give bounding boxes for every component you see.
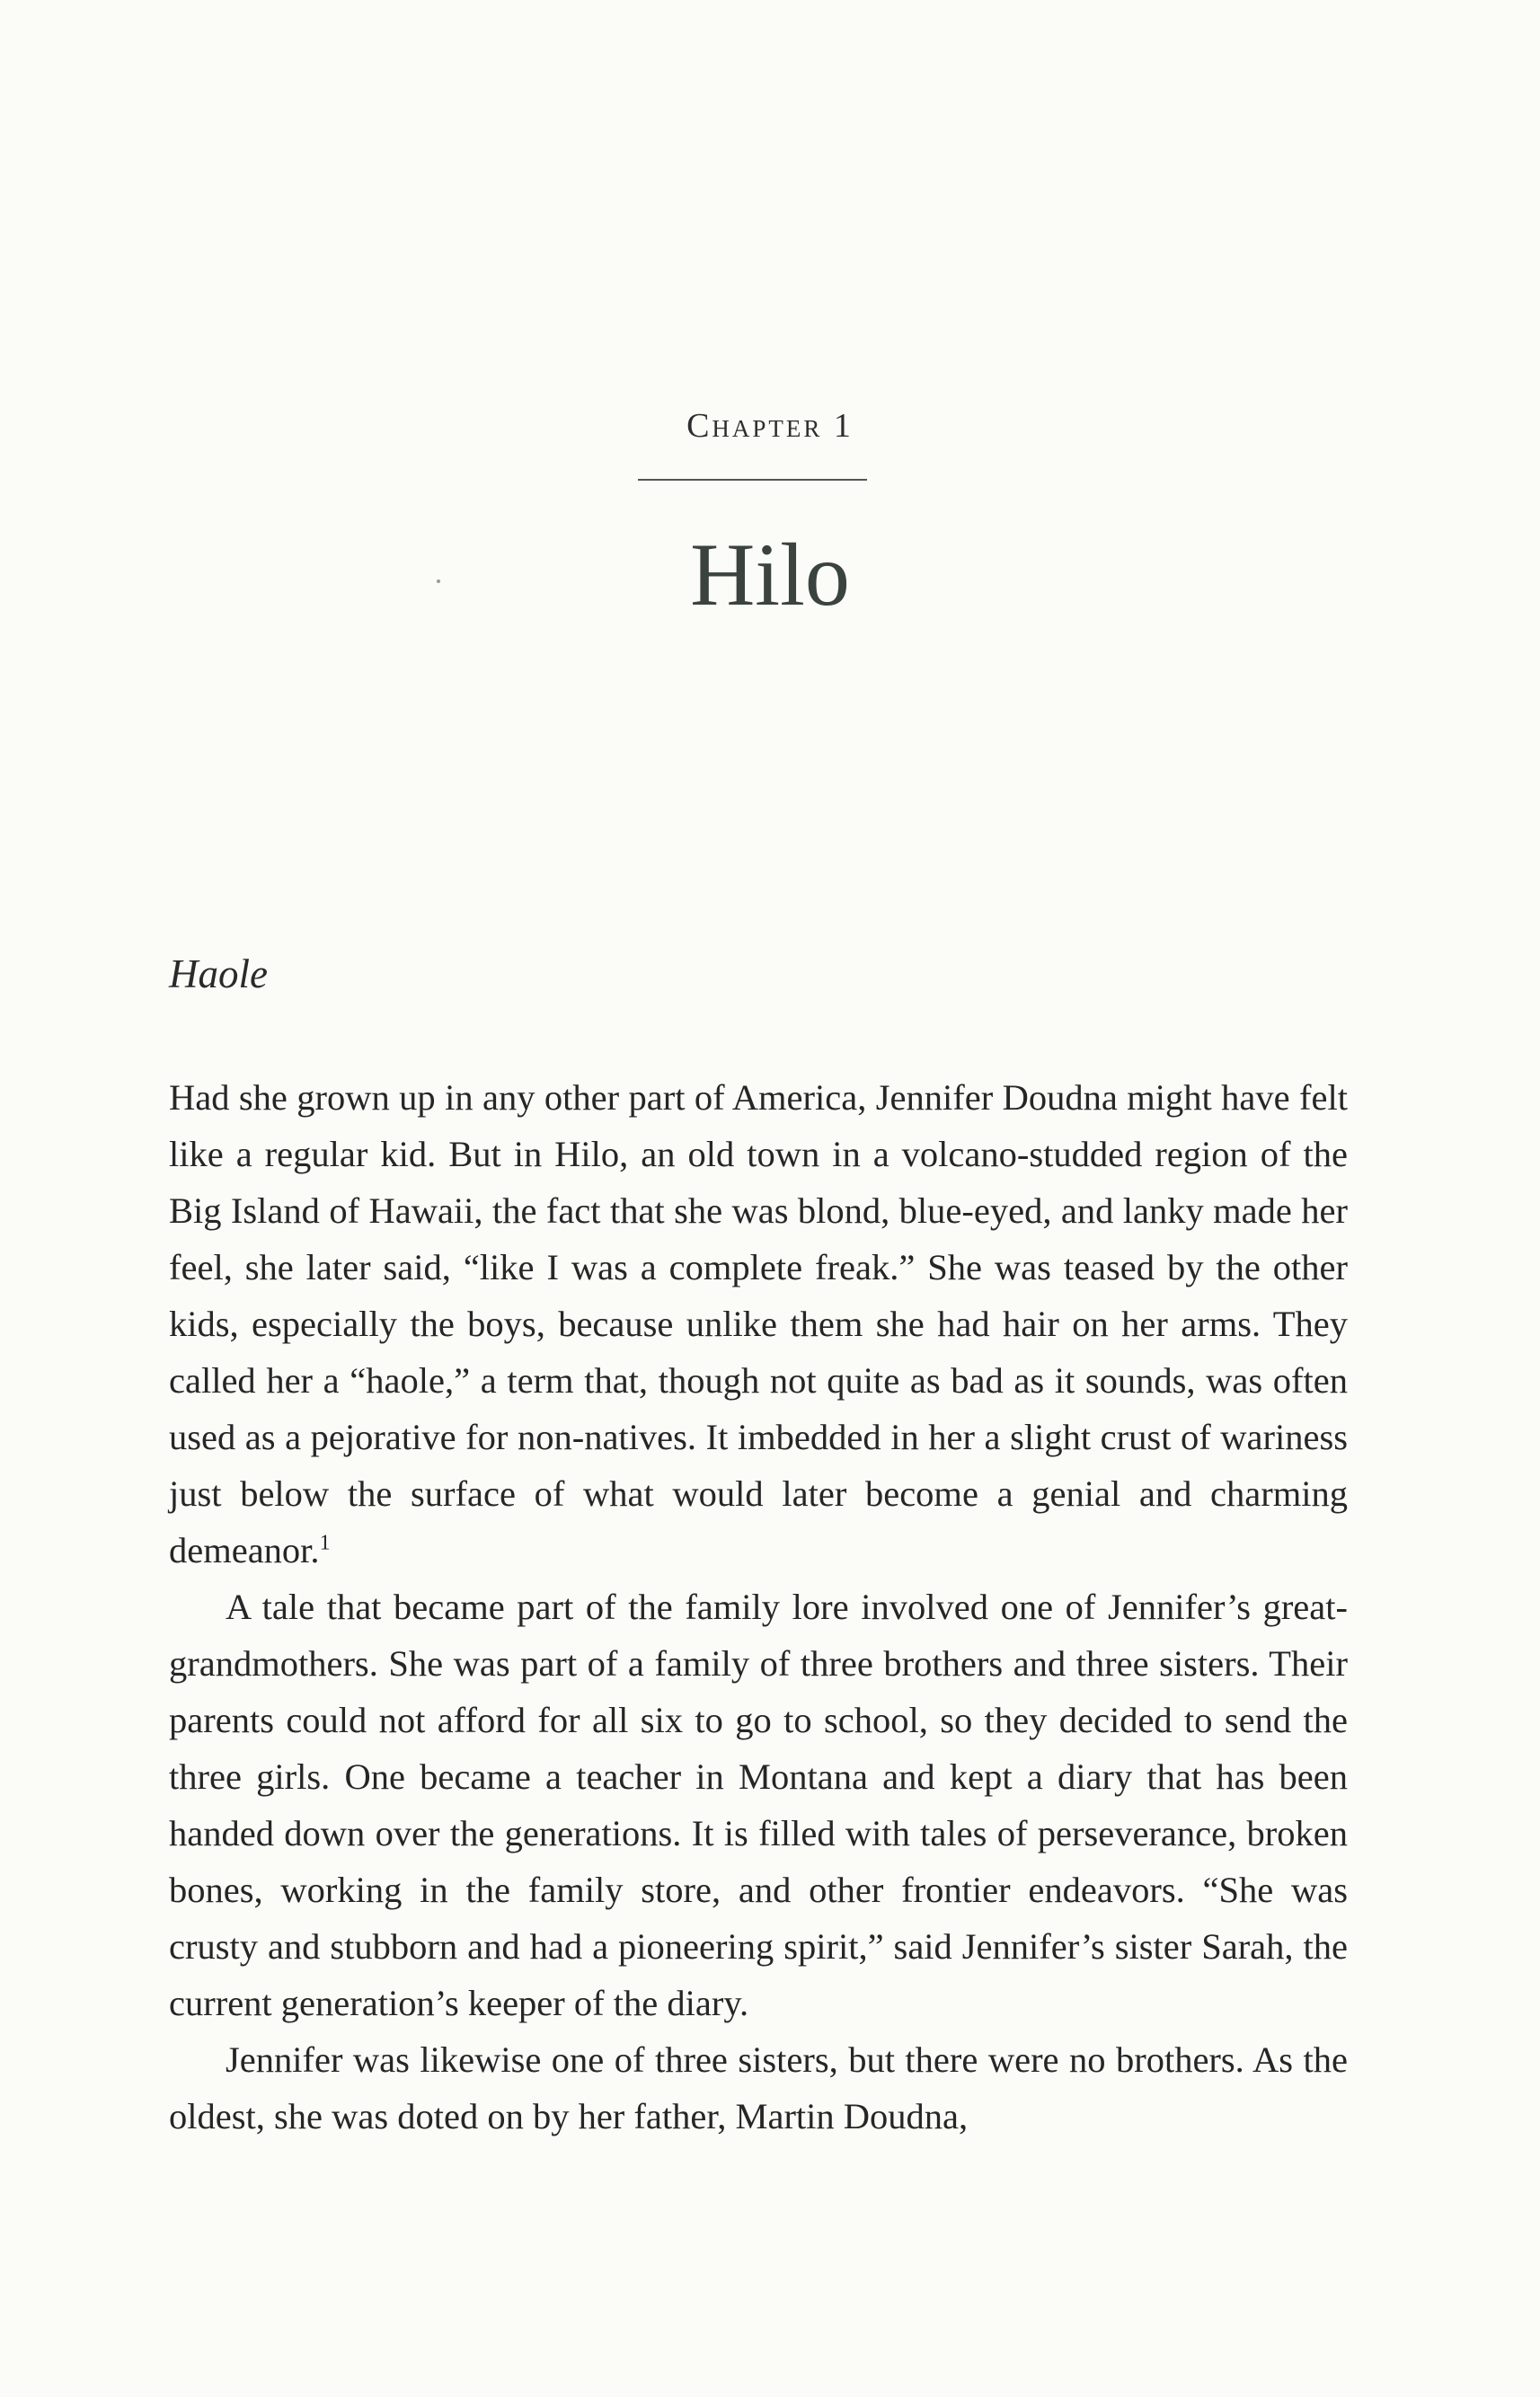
paragraph-2-text: A tale that became part of the family lore involved one of Jennifer’s great-grandmothers. She was part of a family of three brothers and three sisters. Their parents could not afford for all six to go to school, so they decided to send the three girls. One became a teacher in Montana and kept a diary that has been handed down over the generations. It is filled with tales of perseverance, broken bones, working in the family store, and other frontier endeavors. “She was crusty and stubborn and had a pioneering spirit,” said Jennifer’s sister Sarah, the current generation’s keeper of the diary. xyxy=(169,1587,1348,2023)
paragraph-2 xyxy=(169,1579,1348,2031)
paragraph-1-text: Had she grown up in any other part of America, Jennifer Doudna might have felt like a regular kid. But in Hilo, an old town in a volcano-studded region of the Big Island of Hawaii, the fact that she was blond, blue-eyed, and lanky made her feel, she later said, “like I was a complete freak.” She was teased by the other kids, especially the boys, because unlike them she had hair on her arms. They called her a “haole,” a term that, though not quite as bad as it sounds, was often used as a pejorative for non-natives. It imbedded in her a slight crust of wariness just below the surface of what would later become a genial and charming demeanor. xyxy=(169,1077,1348,1570)
footnote-marker: 1 xyxy=(319,1531,331,1555)
body-text xyxy=(169,1069,1348,2145)
section-heading: Haole xyxy=(169,951,268,996)
paragraph-3-text: Jennifer was likewise one of three sisters, but there were no brothers. As the oldest, she was doted on by her father, Martin Doudna, xyxy=(169,2039,1348,2136)
paragraph-3 xyxy=(169,2031,1348,2145)
scan-speck xyxy=(437,579,440,583)
chapter-divider xyxy=(638,479,867,481)
chapter-title: Hilo xyxy=(690,525,850,624)
paragraph-1 xyxy=(169,1069,1348,1579)
chapter-label: Chapter 1 xyxy=(686,407,854,445)
